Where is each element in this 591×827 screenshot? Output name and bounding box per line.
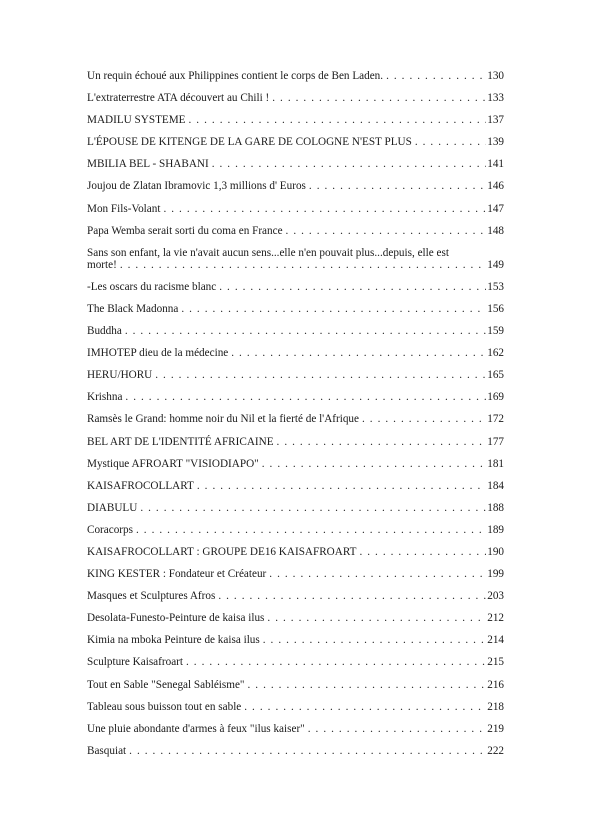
toc-entry-title: Coracorps <box>87 523 133 536</box>
toc-entry-title: Krishna <box>87 391 123 404</box>
toc-entry-title: Une pluie abondante d'armes à feux "ilus kaiser" <box>87 722 305 735</box>
toc-entry[interactable] <box>87 612 504 625</box>
toc-entry[interactable] <box>87 247 504 272</box>
toc-entry-title: Mon Fils-Volant <box>87 202 161 215</box>
toc-entry[interactable] <box>87 458 504 471</box>
toc-entry-title: KING KESTER : Fondateur et Créateur <box>87 568 267 581</box>
toc-entry-page: 214 <box>487 634 504 647</box>
toc-entry-title: Buddha <box>87 325 122 338</box>
toc-entry[interactable] <box>87 568 504 581</box>
toc-entry-page: 153 <box>487 280 504 293</box>
toc-entry[interactable] <box>87 391 504 404</box>
dot-leader <box>137 502 486 515</box>
toc-entry-page: 141 <box>487 158 504 171</box>
dot-leader <box>126 745 486 758</box>
toc-entry[interactable] <box>87 656 504 669</box>
dot-leader <box>383 70 486 83</box>
toc-entry-page: 218 <box>487 700 504 713</box>
dot-leader <box>228 347 486 360</box>
toc-entry-title: Tableau sous buisson tout en sable <box>87 700 242 713</box>
dot-leader <box>356 546 486 559</box>
toc-entry-title: The Black Madonna <box>87 302 179 315</box>
toc-entry[interactable] <box>87 180 504 193</box>
toc-entry[interactable] <box>87 369 504 382</box>
dot-leader <box>178 303 486 316</box>
toc-entry[interactable] <box>87 347 504 360</box>
toc-entry-page: 184 <box>487 479 504 492</box>
toc-entry[interactable] <box>87 546 504 559</box>
dot-leader <box>194 480 486 493</box>
toc-entry-title: Sculpture Kaisafroart <box>87 656 183 669</box>
toc-entry[interactable] <box>87 679 504 692</box>
dot-leader <box>259 458 486 471</box>
toc-entry-title: KAISAFROCOLLART <box>87 479 194 492</box>
toc-entry-title: Ramsès le Grand: homme noir du Nil et la fierté de l'Afrique <box>87 413 359 426</box>
toc-entry-page: 147 <box>487 202 504 215</box>
toc-entry-page: 172 <box>487 413 504 426</box>
toc-entry-title: L'ÉPOUSE DE KITENGE DE LA GARE DE COLOGNE N'EST PLUS <box>87 136 412 149</box>
toc-entry[interactable] <box>87 745 504 758</box>
toc-entry-title: Desolata-Funesto-Peinture de kaisa ilus <box>87 612 265 625</box>
dot-leader <box>274 436 486 449</box>
toc-entry[interactable] <box>87 114 504 127</box>
dot-leader <box>266 568 486 581</box>
toc-entry-title: KAISAFROCOLLART : GROUPE DE16 KAISAFROART <box>87 545 357 558</box>
dot-leader <box>244 679 486 692</box>
toc-entry-page: 189 <box>487 523 504 536</box>
dot-leader <box>209 158 486 171</box>
toc-entry-title: Basquiat <box>87 744 127 757</box>
toc-entry-page: 137 <box>487 114 504 127</box>
toc-entry-title: HERU/HORU <box>87 369 153 382</box>
toc-entry-title: Kimia na mboka Peinture de kaisa ilus <box>87 634 260 647</box>
dot-leader <box>283 225 486 238</box>
toc-entry-page: 149 <box>487 258 504 271</box>
dot-leader <box>241 701 486 714</box>
toc-entry-title: BEL ART DE L'IDENTITÉ AFRICAINE <box>87 435 274 448</box>
toc-entry-page: 162 <box>487 347 504 360</box>
dot-leader <box>264 612 486 625</box>
toc-entry-page: 148 <box>487 224 504 237</box>
dot-leader <box>412 136 486 149</box>
toc-entry-title: Un requin échoué aux Philippines contient le corps de Ben Laden. <box>87 70 384 82</box>
dot-leader <box>183 656 486 669</box>
toc-entry[interactable] <box>87 413 504 426</box>
toc-entry[interactable] <box>87 92 504 105</box>
toc-entry-page: 215 <box>487 656 504 669</box>
toc-entry-page: 156 <box>487 302 504 315</box>
toc-entry[interactable] <box>87 158 504 171</box>
dot-leader <box>215 590 486 603</box>
toc-entry-title: DIABULU <box>87 501 138 514</box>
toc-entry[interactable] <box>87 723 504 736</box>
toc-entry-page: 181 <box>487 457 504 470</box>
toc-entry-title: Papa Wemba serait sorti du coma en France <box>87 224 283 237</box>
toc-entry[interactable] <box>87 524 504 537</box>
toc-entry[interactable] <box>87 203 504 216</box>
toc-entry[interactable] <box>87 502 504 515</box>
toc-entry[interactable] <box>87 480 504 493</box>
toc-entry-title: -Les oscars du racisme blanc <box>87 280 217 293</box>
toc-entry-page: 146 <box>487 180 504 193</box>
dot-leader <box>160 203 486 216</box>
toc-entry[interactable] <box>87 225 504 238</box>
toc-entry-title: Tout en Sable "Senegal Sabléisme" <box>87 678 245 691</box>
toc-entry-page: 159 <box>487 325 504 338</box>
dot-leader <box>306 180 486 193</box>
toc-entry-title-continued: morte! <box>87 258 117 271</box>
dot-leader <box>305 723 486 736</box>
toc-entry-title: MBILIA BEL - SHABANI <box>87 158 209 171</box>
toc-entry-page: 190 <box>487 545 504 558</box>
toc-entry[interactable] <box>87 634 504 647</box>
toc-entry-page: 177 <box>487 435 504 448</box>
toc-entry-page: 216 <box>487 678 504 691</box>
toc-entry-title: Joujou de Zlatan Ibramovic 1,3 millions d' Euros <box>87 180 306 193</box>
toc-entry-page: 139 <box>487 136 504 149</box>
toc-entry-title: Masques et Sculptures Afros <box>87 590 216 603</box>
dot-leader <box>186 114 486 127</box>
toc-entry-title: IMHOTEP dieu de la médecine <box>87 347 229 360</box>
dot-leader <box>260 634 486 647</box>
dot-leader <box>117 259 486 272</box>
toc-entry[interactable] <box>87 70 504 83</box>
toc-entry-page: 169 <box>487 391 504 404</box>
toc-entry-page: 203 <box>487 590 504 603</box>
dot-leader <box>133 524 486 537</box>
toc-entry-title: Sans son enfant, la vie n'avait aucun sens...elle n'en pouvait plus...depuis, elle est <box>87 246 449 259</box>
toc-entry-title: Mystique AFROART "VISIODIAPO" <box>87 457 259 470</box>
dot-leader <box>122 391 486 404</box>
toc-entry-page: 219 <box>487 722 504 735</box>
toc-entry[interactable] <box>87 325 504 338</box>
toc-entry[interactable] <box>87 136 504 149</box>
toc-entry-page: 188 <box>487 501 504 514</box>
dot-leader <box>152 369 486 382</box>
toc-entry-title: L'extraterrestre ATA découvert au Chili ! <box>87 92 270 105</box>
toc-entry-page: 199 <box>487 568 504 581</box>
dot-leader <box>359 413 486 426</box>
toc-entry[interactable] <box>87 436 504 449</box>
dot-leader <box>216 281 486 294</box>
toc-entry-page: 133 <box>487 92 504 105</box>
toc-entry-page: 212 <box>487 612 504 625</box>
toc-entry[interactable] <box>87 590 504 603</box>
toc-entry[interactable] <box>87 281 504 294</box>
toc-entry[interactable] <box>87 303 504 316</box>
toc-entry-page: 165 <box>487 369 504 382</box>
toc-entry-title: MADILU SYSTEME <box>87 114 186 127</box>
dot-leader <box>269 92 486 105</box>
toc-entry-page: 130 <box>487 70 504 82</box>
dot-leader <box>122 325 486 338</box>
table-of-contents <box>87 70 504 767</box>
toc-entry[interactable] <box>87 701 504 714</box>
toc-entry-page: 222 <box>487 744 504 757</box>
